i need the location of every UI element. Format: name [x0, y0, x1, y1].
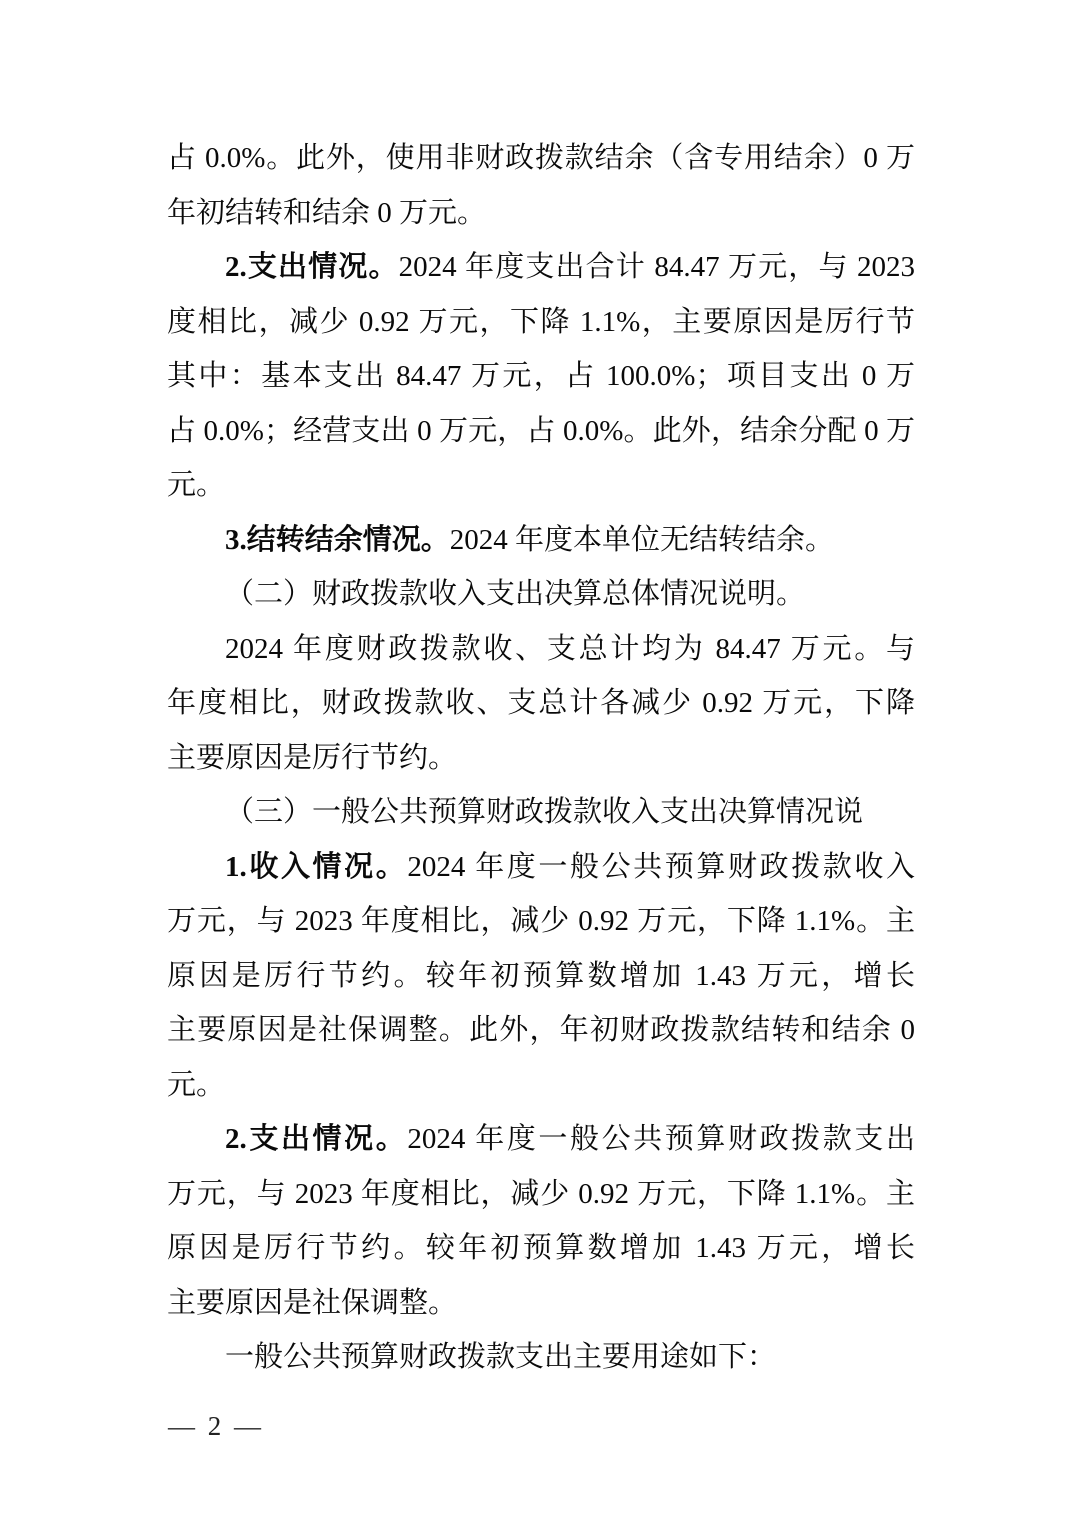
body-text: 主要原因是厉行节约。	[167, 741, 458, 774]
text-line	[167, 949, 915, 1004]
text-line	[167, 349, 915, 404]
body-text: 年初结转和结余 0 万元。	[167, 196, 487, 229]
body-text: 2024 年度一般公共预算财政拨款收入	[407, 850, 915, 883]
body-text: 元。	[167, 1068, 226, 1101]
body-text: （二）财政拨款收入支出决算总体情况说明。	[225, 578, 806, 610]
text-line	[167, 1003, 915, 1058]
text-line	[167, 240, 915, 295]
text-line	[167, 131, 915, 186]
text-line	[167, 1330, 915, 1385]
body-text: 2024 年度支出合计 84.47 万元，与 2023	[398, 251, 915, 283]
text-line	[167, 186, 915, 241]
bold-heading-text: 3.结转结余情况。	[225, 523, 450, 556]
text-line	[167, 676, 915, 731]
body-text: 主要原因是社保调整。	[167, 1286, 458, 1319]
bold-heading-text: 1.收入情况。	[225, 850, 408, 883]
body-text: 其中：基本支出 84.47 万元，占 100.0%；项目支出 0 万	[167, 360, 915, 392]
body-text: 2024 年度财政拨款收、支总计均为 84.47 万元。与	[225, 632, 915, 665]
document-body	[167, 131, 915, 1385]
text-line	[167, 731, 915, 786]
bold-heading-text: 2.支出情况。	[225, 251, 399, 283]
text-line	[167, 567, 915, 622]
body-text: （三）一般公共预算财政拨款收入支出决算情况说	[225, 796, 864, 828]
body-text: 主要原因是社保调整。此外，年初财政拨款结转和结余 0	[167, 1014, 915, 1046]
body-text: 原因是厉行节约。较年初预算数增加 1.43 万元，增长	[167, 1232, 915, 1264]
text-line	[167, 404, 915, 459]
body-text: 占 0.0%。此外，使用非财政拨款结余（含专用结余）0 万	[167, 142, 915, 174]
text-line	[167, 1276, 915, 1331]
body-text: 原因是厉行节约。较年初预算数增加 1.43 万元，增长	[167, 959, 915, 992]
body-text: 度相比，减少 0.92 万元，下降 1.1%，主要原因是厉行节	[167, 305, 915, 338]
text-line	[167, 295, 915, 350]
body-text: 2024 年度一般公共预算财政拨款支出	[407, 1123, 915, 1155]
text-line	[167, 1058, 915, 1113]
body-text: 年度相比，财政拨款收、支总计各减少 0.92 万元，下降	[167, 687, 915, 719]
text-line	[167, 894, 915, 949]
body-text: 占 0.0%；经营支出 0 万元，占 0.0%。此外，结余分配 0 万	[167, 414, 915, 447]
body-text: 元。	[167, 469, 226, 501]
body-text: 万元，与 2023 年度相比，减少 0.92 万元，下降 1.1%。主	[167, 905, 915, 937]
page-number: — 2 —	[168, 1411, 264, 1441]
body-text: 2024 年度本单位无结转结余。	[449, 523, 835, 556]
text-line	[167, 458, 915, 513]
text-line	[167, 1221, 915, 1276]
bold-heading-text: 2.支出情况。	[225, 1123, 408, 1155]
text-line	[167, 785, 915, 840]
text-line	[167, 622, 915, 677]
body-text: 一般公共预算财政拨款支出主要用途如下：	[225, 1341, 777, 1373]
body-text: 万元，与 2023 年度相比，减少 0.92 万元，下降 1.1%。主	[167, 1177, 915, 1210]
text-line	[167, 1167, 915, 1222]
text-line	[167, 513, 915, 568]
text-line	[167, 1112, 915, 1167]
text-line	[167, 840, 915, 895]
